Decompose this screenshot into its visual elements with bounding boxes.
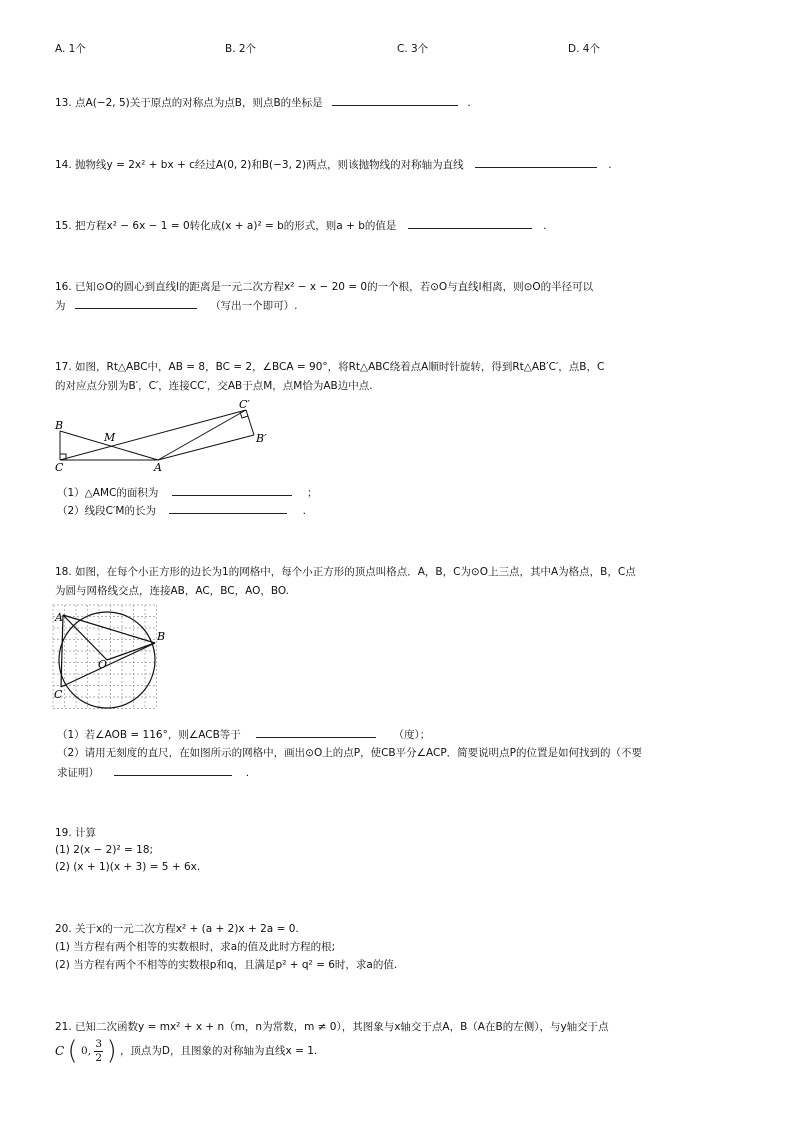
q18-sub1: （1）若∠AOB = 116°，则∠ACB等于 （度）； xyxy=(57,729,431,741)
label-c: C xyxy=(54,688,63,701)
option-b: B. 2个 xyxy=(225,43,257,55)
question-15: 15. 把方程x² − 6x − 1 = 0转化成(x + a)² = b的形式，则a + b的值是 . xyxy=(55,220,547,232)
question-19-part2: (2) (x + 1)(x + 3) = 5 + 6x. xyxy=(55,861,201,873)
q17-sub2: （2）线段C′M的长为 . xyxy=(57,505,306,517)
q17-figure xyxy=(50,398,280,476)
question-19-part1: (1) 2(x − 2)² = 18; xyxy=(55,844,154,856)
q17-sub1: （1）△AMC的面积为 ； xyxy=(57,487,318,499)
question-17-line1: 17. 如图，Rt△ABC中，AB = 8，BC = 2，∠BCA = 90°，将Rt△ABC绕着点A顺时针旋转，得到Rt△AB′C′，点B，C xyxy=(55,361,605,373)
answer-blank-15[interactable] xyxy=(408,218,532,229)
answer-blank-16[interactable] xyxy=(75,298,197,309)
label-o: O xyxy=(98,658,108,671)
segment-ob xyxy=(107,643,155,660)
option-c: C. 3个 xyxy=(397,43,429,55)
label-c: C xyxy=(55,461,64,474)
segment-ab-prime xyxy=(158,435,254,460)
question-18-line1: 18. 如图，在每个小正方形的边长为1的网格中，每个小正方形的顶点叫格点．A，B，C为⊙O上三点，其中A为格点，B，C点 xyxy=(55,566,636,578)
question-13: 13. 点A(−2, 5)关于原点的对称点为点B，则点B的坐标是 . xyxy=(55,97,471,109)
answer-blank-18-2[interactable] xyxy=(114,765,232,776)
point-c-label: C xyxy=(55,1044,65,1058)
question-15-text: 15. 把方程x² − 6x − 1 = 0转化成(x + a)² = b的形式，则a + b的值是 xyxy=(55,220,397,232)
question-16-line2: 为 （写出一个即可）. xyxy=(55,300,298,312)
question-16-line1: 16. 已知⊙O的圆心到直线l的距离是一元二次方程x² − x − 20 = 0的一个根，若⊙O与直线l相离，则⊙O的半径可以 xyxy=(55,281,594,293)
question-21-line2: C ( 0, $\frac{3}{2}$ ) ，顶点为D，且图象的对称轴为直线x = 1. xyxy=(55,1036,318,1066)
q18-sub2-line2: 求证明） . xyxy=(57,767,250,779)
question-21-line1: 21. 已知二次函数y = mx² + x + n（m，n为常数，m ≠ 0），其图象与x轴交于点A，B（A在B的左侧），与y轴交于点 xyxy=(55,1021,609,1033)
answer-blank-14[interactable] xyxy=(475,157,597,168)
q18-grid-figure xyxy=(52,604,170,720)
answer-blank-13[interactable] xyxy=(332,95,458,106)
segment-cb xyxy=(61,643,155,687)
answer-blank-17-1[interactable] xyxy=(172,485,292,496)
option-d: D. 4个 xyxy=(568,43,600,55)
answer-blank-17-2[interactable] xyxy=(169,503,287,514)
q18-sub2-line1: （2）请用无刻度的直尺，在如图所示的网格中，画出⊙O上的点P，使CB平分∠ACP．简要说明点P的位置是如何找到的（不要 xyxy=(57,747,643,759)
question-17-line2: 的对应点分别为B′，C′，连接CC′，交AB于点M，点M恰为AB边中点. xyxy=(55,380,373,392)
label-a: A xyxy=(55,611,63,624)
label-c-prime: C′ xyxy=(239,398,250,411)
answer-blank-18-1[interactable] xyxy=(256,727,376,738)
option-a: A. 1个 xyxy=(55,43,86,55)
question-18-line2: 为圆与网格线交点，连接AB，AC，BC，AO，BO. xyxy=(55,585,290,597)
question-13-text: 13. 点A(−2, 5)关于原点的对称点为点B，则点B的坐标是 xyxy=(55,97,323,109)
segment-c-prime-b-prime xyxy=(246,410,254,435)
question-14: 14. 抛物线y = 2x² + bx + c经过A(0, 2)和B(−3, 2)两点，则该抛物线的对称轴为直线 . xyxy=(55,159,612,171)
question-19-title: 19. 计算 xyxy=(55,827,97,839)
question-20-part1: (1) 当方程有两个相等的实数根时，求a的值及此时方程的根; xyxy=(55,941,336,953)
question-20-part2: (2) 当方程有两个不相等的实数根p和q，且满足p² + q² = 6时，求a的值. xyxy=(55,959,398,971)
fraction-three-halves: $\frac{3}{2}$ xyxy=(95,1038,103,1064)
label-b: B xyxy=(157,630,166,643)
segment-ac-prime xyxy=(158,410,246,460)
label-m: M xyxy=(104,431,116,444)
label-b: B xyxy=(55,419,64,432)
segment-cc-prime xyxy=(60,410,246,460)
label-b-prime: B′ xyxy=(256,432,267,445)
question-14-text: 14. 抛物线y = 2x² + bx + c经过A(0, 2)和B(−3, 2)两点，则该抛物线的对称轴为直线 xyxy=(55,159,464,171)
label-a: A xyxy=(154,461,162,474)
question-20-title: 20. 关于x的一元二次方程x² + (a + 2)x + 2a = 0. xyxy=(55,923,299,935)
